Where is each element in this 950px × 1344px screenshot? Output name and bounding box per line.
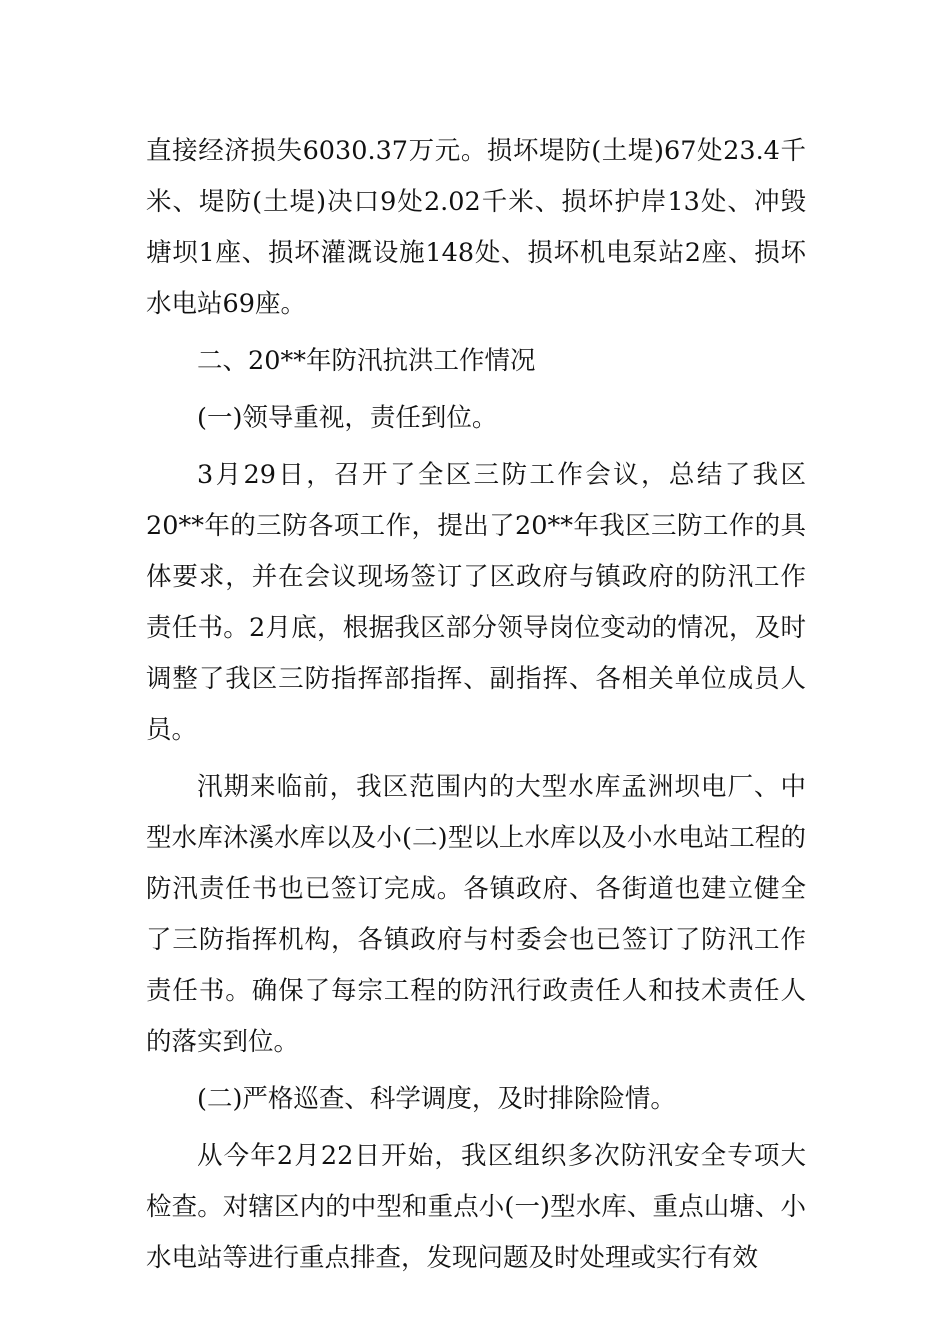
paragraph-losses: 直接经济损失6030.37万元。损坏堤防(土堤)67处23.4千米、堤防(土堤)决口9处2.02千米、损坏护岸13处、冲毁塘坝1座、损坏灌溉设施148处、损坏机电泵站2座、损坏水电站69座。 [146, 136, 806, 319]
paragraph-responsibility: 汛期来临前，我区范围内的大型水库孟洲坝电厂、中型水库沐溪水库以及小(二)型以上水库以及小水电站工程的防汛责任书也已签订完成。各镇政府、各街道也建立健全了三防指挥机构，各镇政府与村委会也已签订了防汛工作责任书。确保了每宗工程的防汛行政责任人和技术责任人的落实到位。 [146, 772, 806, 1057]
subsection-heading-inspection: (二)严格巡查、科学调度，及时排除险情。 [197, 1084, 676, 1114]
paragraph-meeting: 3月29日，召开了全区三防工作会议，总结了我区20**年的三防各项工作，提出了20**年我区三防工作的具体要求，并在会议现场签订了区政府与镇政府的防汛工作责任书。2月底，根据我区部分领导岗位变动的情况，及时调整了我区三防指挥部指挥、副指挥、各相关单位成员人员。 [146, 460, 806, 745]
document-body [146, 126, 806, 1290]
subsection-heading-leadership: (一)领导重视，责任到位。 [197, 403, 498, 433]
paragraph-inspection: 从今年2月22日开始，我区组织多次防汛安全专项大检查。对辖区内的中型和重点小(一)型水库、重点山塘、小水电站等进行重点排查，发现问题及时处理或实行有效 [146, 1141, 806, 1273]
section-heading-flood-work: 二、20**年防汛抗洪工作情况 [197, 346, 536, 376]
